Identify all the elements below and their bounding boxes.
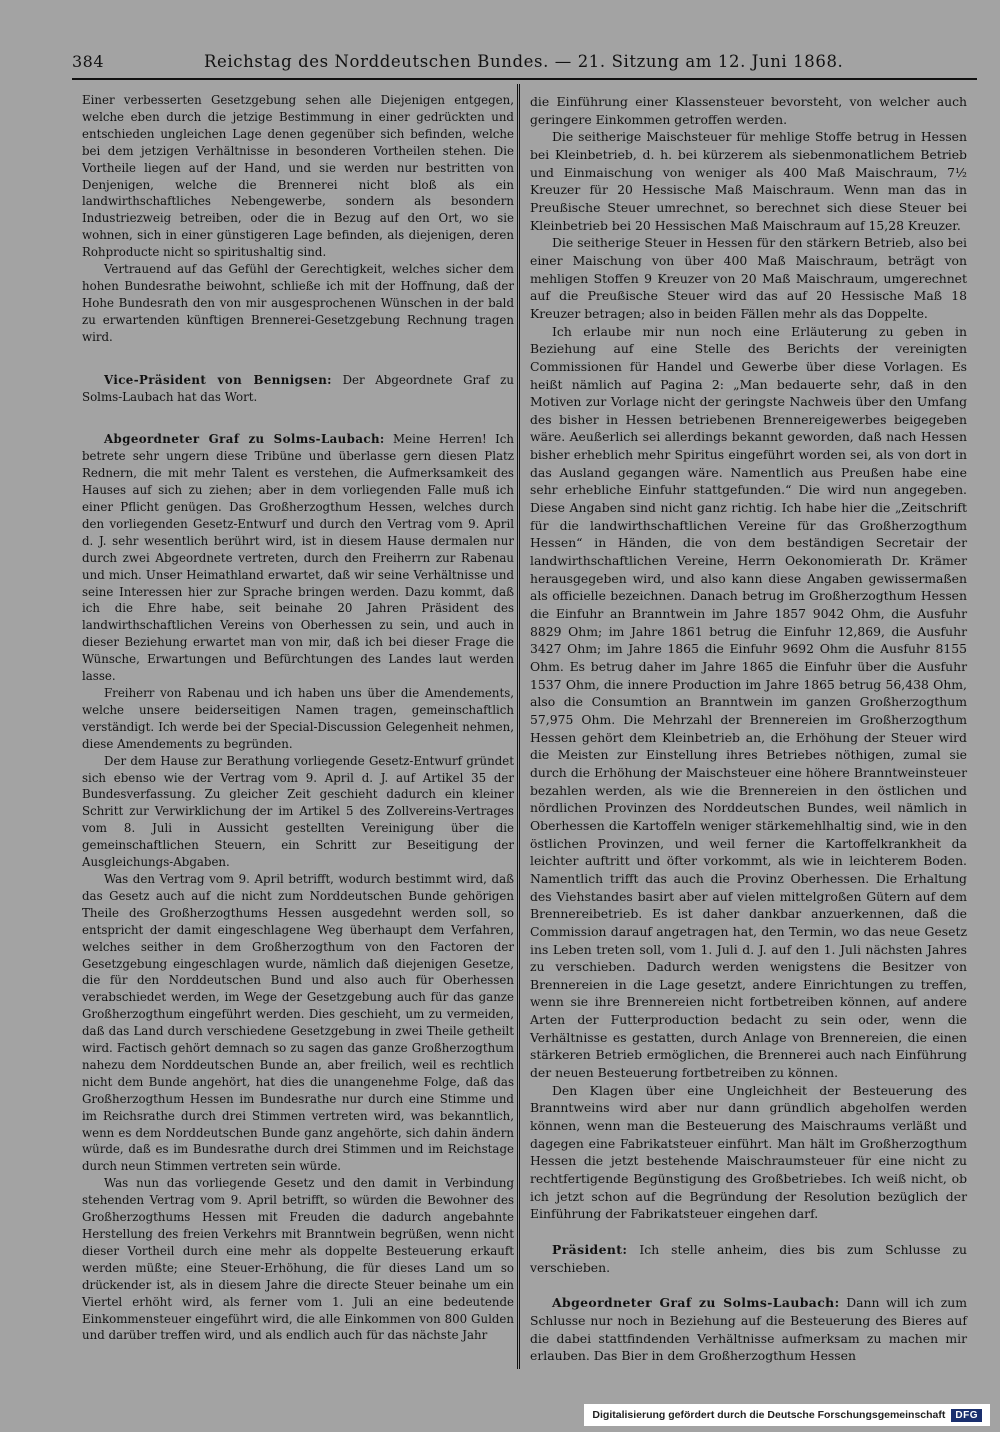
paragraph-text: Meine Herren! Ich betrete sehr ungern diese Tribüne und überlasse gern diesen Platz Rednern, die mit mehr Talent es verstehen, die Aufmerksamkeit des Hauses auf sich zu ziehen; aber in dem vorliegenden Falle muß ich einer Pflicht genügen. Das Großherzogthum Hessen, welches durch den vorliegenden Gesetz-Entwurf und durch den Vertrag vom 9. April d. J. sehr wesentlich berührt wird, ist in diesem Hause dermalen nur durch zwei Abgeordnete vertreten, durch den Freiherrn zur Rabenau und mich. Unser Heimathland erwartet, daß wir seine Verhältnisse und seine Interessen hier zur Sprache bringen werden. Dazu kommt, daß ich die Ehre habe, seit beinahe 20 Jahren Präsident des landwirthschaftlichen Vereins von Oberhessen zu sein, und auch in dieser Beziehung erwartet man von mir, daß ich bei dieser Frage die Wünsche, Erwartungen und Befürchtungen des Landes laut werden lasse. xyxy=(82,432,514,684)
paragraph-text: Was den Vertrag vom 9. April betrifft, wodurch bestimmt wird, daß das Gesetz auch auf die nicht zum Norddeutschen Bunde gehörigen Theile des Großherzogthums Hessen ausgedehnt werden soll, so entspricht der damit eingeschlagene Weg überhaupt dem Verfahren, welches seither in dem Großherzogthum von den Factoren der Gesetzgebung eingeschlagen wurde, nämlich daß diejenigen Gesetze, die für den Norddeutschen Bund und also auch für Oberhessen verabschiedet werden, im Wege der Gesetzgebung auch für das ganze Großherzogthum eingeführt werden. Dies geschieht, um zu vermeiden, daß das Land durch verschiedene Gesetzgebung in zwei Theile getheilt wird. Factisch gehört demnach so zu sagen das ganze Großherzogthum nahezu dem Norddeutschen Bunde an, aber freilich, weil es rechtlich nicht dem Bunde angehört, hat dies die unangenehme Folge, daß das Großherzogthum Hessen im Bundesrathe nur durch eine Stimme und im Reichsrathe durch drei Stimmen vertreten wird, was bekanntlich, wenn es dem Norddeutschen Bunde ganz angehörte, sich dahin ändern würde, daß es im Bundesrathe durch drei Stimmen und im Reichstage durch neun Stimmen vertreten sein würde. xyxy=(82,871,514,1174)
paragraph-text: die Einführung einer Klassensteuer bevorsteht, von welcher auch geringere Einkommen getroffen werden. xyxy=(530,94,967,127)
header-title: Reichstag des Norddeutschen Bundes. — 21. Sitzung am 12. Juni 1868. xyxy=(204,52,844,71)
paragraph xyxy=(82,92,514,261)
footer-credit xyxy=(584,1404,990,1426)
paragraph xyxy=(530,234,967,322)
paragraph-text: Einer verbesserten Gesetzgebung sehen alle Diejenigen entgegen, welche eben durch die jetzige Bestimmung in einer gedrückten und entschieden ungleichen Lage denen gegenüber sich befinden, welche bei dem jetzigen Verhältnisse in besonderen Vortheilen stehen. Die Vortheile liegen auf der Hand, und sie werden nur bestritten von Denjenigen, welche die Brennerei nicht bloß als ein landwirthschaftliches Nebengewerbe, sondern als besondern Industriezweig betreiben, oder die in Bezug auf den Ort, wo sie wohnen, sich in einer günstigeren Lage befinden, als diejenigen, deren Rohproducte nicht so spiritushaltig sind. xyxy=(82,93,514,260)
paragraph xyxy=(82,431,514,685)
speaker-name: Abgeordneter Graf zu Solms-Laubach: xyxy=(104,432,385,447)
footer-credit-text: Digitalisierung gefördert durch die Deutsche Forschungsgemeinschaft xyxy=(592,1409,946,1421)
paragraph xyxy=(82,685,514,753)
paragraph xyxy=(82,753,514,871)
page-number: 384 xyxy=(72,52,105,71)
dfg-logo: DFG xyxy=(951,1409,982,1422)
paragraph-text: Die seitherige Maischsteuer für mehlige Stoffe betrug in Hessen bei Kleinbetrieb, d. h. bei kürzerem als siebenmonatlichem Betrieb und Einmaischung von weniger als 400 Maß Maischraum, 7½ Kreuzer für 20 Hessische Maß Maischraum. Wenn man das in Preußische Steuer umrechnet, so berechnet sich diese Steuer bei Kleinbetrieb bei 20 Hessischen Maß Maischraum auf 15,28 Kreuzer. xyxy=(530,129,967,233)
paragraph-text: Der dem Hause zur Berathung vorliegende Gesetz-Entwurf gründet sich ebenso wie der Vertrag vom 9. April d. J. auf Artikel 35 der Bundesverfassung. Zu gleicher Zeit geschieht dadurch ein kleiner Schritt zur Verwirklichung der im Artikel 5 des Zollvereins-Vertrages vom 8. Juli in Aussicht gestellten Vereinigung über die gemeinschaftlichen Steuern, ein Schritt zur Beseitigung der Ausgleichungs-Abgaben. xyxy=(82,753,514,870)
paragraph xyxy=(82,372,514,406)
paragraph xyxy=(530,1241,967,1276)
paragraph xyxy=(530,1294,967,1365)
paragraph-text: Die seitherige Steuer in Hessen für den stärkern Betrieb, also bei einer Maischung von über 400 Maß Maischraum, beträgt von mehligen Stoffen 9 Kreuzer von 20 Maß Maischraum, umgerechnet auf die Preußische Steuer wird das auf 20 Hessische Maß 18 Kreuzer betragen; also in beiden Fällen mehr als das Doppelte. xyxy=(530,235,967,321)
header-rule xyxy=(72,78,977,80)
paragraph xyxy=(82,261,514,346)
speaker-name: Präsident: xyxy=(552,1242,628,1257)
running-header xyxy=(72,50,977,80)
paragraph-text: Der Abgeordnete Graf zu Solms-Laubach hat das Wort. xyxy=(82,372,514,404)
right-column xyxy=(530,93,967,1365)
paragraph-text: Ich stelle anheim, dies bis zum Schlusse zu verschieben. xyxy=(530,1242,967,1275)
paragraph-text: Freiherr von Rabenau und ich haben uns über die Amendements, welche unsere beiderseitigen Namen tragen, gemeinschaftlich verständigt. Ich werde bei der Special-Discussion Gelegenheit nehmen, diese Amendements zu begründen. xyxy=(82,686,514,751)
speaker-name: Abgeordneter Graf zu Solms-Laubach: xyxy=(552,1295,840,1311)
paragraph-text: Dann will ich zum Schlusse nur noch in Beziehung auf die Besteuerung des Bieres auf die dabei stattfindenden Verhältnisse aufmerksam zu machen mir erlauben. Das Bier in dem Großherzogthum Hessen xyxy=(530,1295,968,1364)
left-column xyxy=(82,92,514,1344)
column-divider xyxy=(517,84,520,1369)
speaker-name: Vice-Präsident von Bennigsen: xyxy=(104,372,332,387)
paragraph xyxy=(82,1175,514,1344)
paragraph-text: Den Klagen über eine Ungleichheit der Besteuerung des Branntweins wird aber nur dann gründlich abgeholfen werden können, wenn man die Besteuerung des Maischraums verläßt und dagegen eine Fabrikatsteuer einführt. Man hält im Großherzogthum Hessen die jetzt bestehende Maischraumsteuer für eine nicht zu rechtfertigende Begünstigung des Großbetriebes. Ich weiß nicht, ob ich jetzt schon auf die Begründung der Resolution bezüglich der Einführung der Fabrikatsteuer eingehen darf. xyxy=(530,1082,967,1222)
paragraph xyxy=(530,1082,967,1223)
paragraph-text: Vertrauend auf das Gefühl der Gerechtigkeit, welches sicher dem hohen Bundesrathe beiwohnt, schließe ich mit der Hoffnung, daß der Hohe Bundesrath den von mir ausgesprochenen Wünschen in der bald zu erwartenden künftigen Brennerei-Gesetzgebung Rechnung tragen wird. xyxy=(82,262,514,344)
paragraph-text: Was nun das vorliegende Gesetz und den damit in Verbindung stehenden Vertrag vom 9. April betrifft, so würden die Bewohner des Großherzogthums Hessen mit Freuden die dadurch angebahnte Herstellung des freien Verkehrs mit Branntwein begrüßen, wenn nicht dieser Vortheil durch eine mehr als doppelte Besteuerung erkauft werden müßte; eine Steuer-Erhöhung, die für dieses Land um so drückender ist, als in diesem Jahre die directe Steuer beinahe um ein Viertel erhöht wird, als ferner vom 1. Juli an eine bedeutende Einkommensteuer eingeführt wird, die alle Einkommen von 800 Gulden und darüber treffen wird, und als endlich auch für das nächste Jahr xyxy=(82,1176,514,1343)
paragraph-text: Ich erlaube mir nun noch eine Erläuterung zu geben in Beziehung auf eine Stelle des Berichts der vereinigten Commissionen für Handel und Gewerbe über diese Vorlagen. Es heißt nämlich auf Pagina 2: „Man bedauerte sehr, daß in den Motiven zur Vorlage nicht der geringste Nachweis über den Umfang des bisher in Hessen betriebenen Brennereigewerbes beigegeben wäre. Aeußerlich sei allerdings bekannt geworden, daß nach Hessen bisher erheblich mehr Spiritus eingeführt worden sei, als von dort in das Ausland gegangen wäre. Namentlich aus Preußen habe eine sehr erhebliche Einfuhr stattgefunden.“ Die wird nun angegeben. Diese Angaben sind nicht ganz richtig. Ich habe hier die „Zeitschrift für die landwirthschaftlichen Vereine für das Großherzogthum Hessen“ in Händen, die von dem beständigen Secretair der landwirthschaftlichen Vereine, Herrn Oekonomierath Dr. Krämer herausgegeben wird, und also kann diese Angaben gewissermaßen als officielle bezeichnen. Danach betrug im Großherzogthum Hessen die Einfuhr an Branntwein im Jahre 1857 9042 Ohm, die Ausfuhr 8829 Ohm; im Jahre 1861 betrug die Einfuhr 12,869, die Ausfuhr 3427 Ohm; im Jahre 1865 die Einfuhr 9692 Ohm die Ausfuhr 8155 Ohm. Es betrug daher im Jahre 1865 die Einfuhr über die Ausfuhr 1537 Ohm, die innere Production im Jahre 1865 betrug 56,438 Ohm, also die Consumtion an Branntwein im ganzen Großherzogthum 57,975 Ohm. Die Mehrzahl der Brennereien im Großherzogthum Hessen gehört dem Kleinbetrieb an, die Erhöhung der Steuer wird die Meisten zur Einstellung ihres Betriebes nöthigen, zumal sie durch die Erhöhung der Maischsteuer eine höhere Branntweinsteuer bezahlen werden, als wie die Brennereien in den östlichen und nördlichen Provinzen des Norddeutschen Bundes, weil nämlich in Oberhessen die Kartoffeln weniger stärkemehlhaltig sind, wie in den östlichen Provinzen, und weil ferner die Kartoffelkrankheit da leichter auftritt und öfter vorkommt, als wie in leichterem Boden. Namentlich trifft das auch die Provinz Oberhessen. Die Erhaltung des Viehstandes basirt aber auf vielen mittelgroßen Gütern auf dem Brennereibetrieb. Es ist daher dankbar anzuerkennen, daß die Commission darauf angetragen hat, den Termin, wo das neue Gesetz ins Leben treten soll, vom 1. Juli d. J. auf den 1. Juli nächsten Jahres zu verschieben. Dadurch werden wenigstens die Besitzer von Brennereien in die Lage gesetzt, andere Einrichtungen zu treffen, wenn sie ihre Brennereien nicht fortbetreiben können, auf andere Arten der Futterproduction bedacht zu sein oder, wenn die Verhältnisse es gestatten, durch Anlage von Brennereien, die einen stärkeren Betrieb ermöglichen, die Brennerei auch nach Einführung der neuen Besteuerung fortbetreiben zu können. xyxy=(530,323,967,1081)
paragraph xyxy=(530,128,967,234)
paragraph xyxy=(82,871,514,1175)
paragraph xyxy=(530,323,967,1082)
paragraph xyxy=(530,93,967,128)
